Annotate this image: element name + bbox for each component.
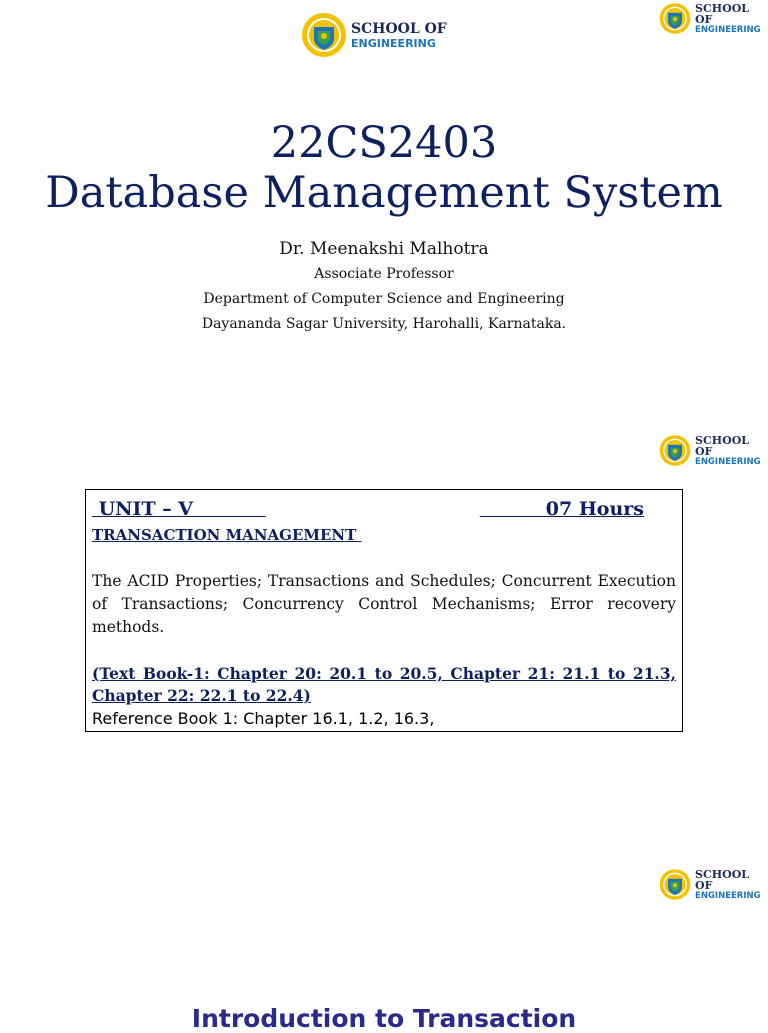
logo-line1: SCHOOL OF	[695, 867, 750, 892]
author-designation: Associate Professor	[314, 266, 454, 282]
textbook-reference: (Text Book-1: Chapter 20: 20.1 to 20.5, Chapter 21: 21.1 to 21.3, Chapter 22: 22.1 to 22.4)	[92, 664, 676, 705]
logo-line2: ENGINEERING	[695, 456, 761, 467]
slide-1	[0, 0, 768, 420]
course-code: 22CS2403	[270, 118, 498, 168]
unit-label: UNIT – V	[92, 498, 266, 520]
unit-topic: TRANSACTION MANAGEMENT	[92, 526, 362, 544]
author-name: Dr. Meenakshi Malhotra	[279, 239, 489, 259]
section-heading: Introduction to Transaction	[191, 1004, 577, 1033]
logo-line1: SCHOOL OF	[695, 1, 750, 26]
unit-header-row	[92, 498, 644, 522]
logo-line1: SCHOOL OF	[695, 433, 750, 458]
university-seal-icon	[659, 2, 691, 35]
school-logo-corner	[659, 2, 768, 35]
school-logo-corner	[659, 868, 768, 901]
course-name: Database Management System	[45, 168, 723, 218]
slide-3	[0, 860, 768, 1024]
reference-book: Reference Book 1: Chapter 16.1, 1.2, 16.3,	[92, 709, 435, 728]
logo-line1: SCHOOL OF	[351, 20, 447, 37]
logo-line2: ENGINEERING	[351, 36, 436, 50]
author-university: Dayananda Sagar University, Harohalli, Karnataka.	[201, 316, 567, 332]
unit-syllabus-box	[85, 489, 683, 732]
logo-line2: ENGINEERING	[695, 24, 761, 35]
university-seal-icon	[301, 12, 347, 58]
unit-description: The ACID Properties; Transactions and Schedules; Concurrent Execution of Transactions; Concurrency Control Mechanisms; Error recovery methods.	[92, 572, 676, 636]
logo-line2: ENGINEERING	[695, 890, 761, 901]
school-logo-corner	[659, 434, 768, 467]
school-logo-center	[301, 12, 447, 58]
author-department: Department of Computer Science and Engineering	[203, 291, 565, 307]
hours-label: 07 Hours	[479, 498, 644, 520]
university-seal-icon	[659, 868, 691, 901]
university-seal-icon	[659, 434, 691, 467]
